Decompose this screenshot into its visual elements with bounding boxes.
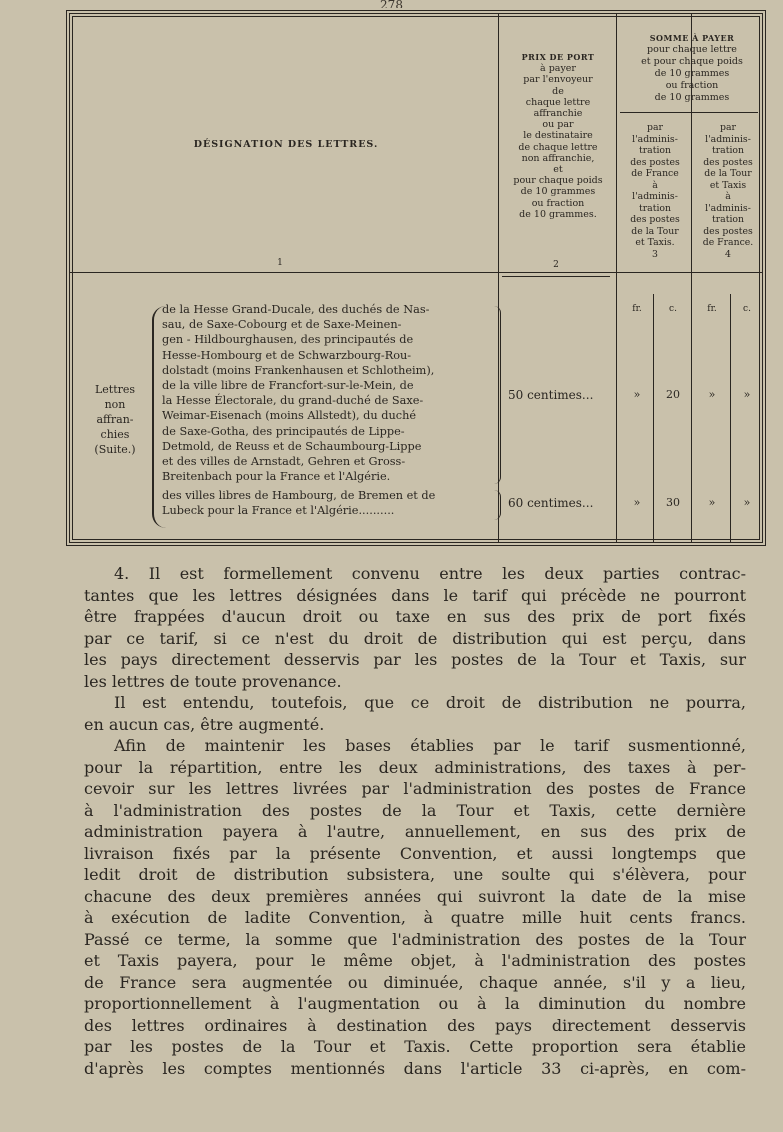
table-row: des villes libres de Hambourg, de Bremen et de Lubeck pour la France et l'Algérie.......... [162,489,436,518]
amount-cell: » [708,496,716,509]
amount-cell: 30 [666,496,680,509]
price-entry-2: 60 centimes... [508,496,594,510]
tariff-table [66,10,766,546]
unit-centimes: c. [669,304,677,314]
column-number-2: 2 [553,260,559,270]
column-number-1: 1 [277,258,283,268]
amount-cell: » [708,388,716,401]
brace [494,306,501,484]
price-entry-1: 50 centimes... [508,388,594,402]
page-number: 278 [380,0,403,8]
franc-centime-divider [653,294,654,542]
amount-cell: » [633,496,641,509]
unit-francs: fr. [632,304,642,314]
sub-header-france-to-tour: par l'adminis- tration des postes de France à l'adminis- tration des postes de la Tour et Taxis. 3 [630,122,680,260]
designation-header: DÉSIGNATION DES LETTRES. [193,139,379,150]
paragraph: Afin de maintenir les bases établies par le tarif susmentionné, pour la répartition, entre les deux administrations, des taxes à per- cevoir sur les lettres livrées par l'administration des postes de France à l'administration des postes de la Tour et Taxis, cette dernière administration payera à l'autre, annuellement, en sus des prix de livraison fixés par la présente Convention, et aussi longtemps que ledit droit de distribution subsistera, une soulte qui s'élèvera, pour chacune des deux premières années qui suivront la date de la mise à exécution de ladite Convention, à quatre mille huit cents francs. Passé ce terme, la somme que l'administration des postes de la Tour et Taxis payera, pour le même objet, à l'administration des postes de France sera augmentée ou diminuée, chaque année, s'il y a lieu, proportionnellement à l'augmentation ou à la diminution du nombre des lettres ordinaires à destination des pays directement desservis par les postes de la Tour et Taxis. Cette proportion sera établie d'après les comptes mentionnés dans l'article 33 ci-après, en com- [84,736,746,1078]
amount-cell: » [743,496,751,509]
table-row: de la Hesse Grand-Ducale, des duchés de Nas- sau, de Saxe-Cobourg et de Saxe-Meinen- gen - Hildbourghausen, des principautés de Hesse-Hombourg et de Schwarzbourg-Rou- dolstadt (moins Frankenhausen et Schlotheim), de la ville libre de Francfort-sur-le-Mein, de la Hesse Électorale, du grand-duché de Saxe- Weimar-Eisenach (moins Allstedt), du duché de Saxe-Gotha, des principautés de Lippe- Detmold, de Reuss et de Schaumbourg-Lippe et des villes de Arnstadt, Gehren et Gross- Breitenbach pour la France et l'Algérie. [162,303,435,484]
somme-divider [620,112,758,113]
amount-cell: » [633,388,641,401]
sub-header-tour-to-france: par l'adminis- tration des postes de la Tour et Taxis à l'adminis- tration des postes de France. 4 [702,122,754,260]
article-4-text [84,563,746,1079]
somme-header: SOMME À PAYER pour chaque lettre et pour chaque poids de 10 grammes ou fraction de 10 grammes [641,33,743,103]
col2-underline [502,276,610,277]
column-divider [616,14,617,542]
unit-centimes: c. [743,304,751,314]
prix-header: PRIX DE PORT à payer par l'envoyeur de chaque lettre affranchie ou par le destinataire de chaque lettre non affranchie, et pour chaque poids de 10 grammes ou fraction de 10 grammes. [513,52,603,220]
brace [494,490,501,520]
paragraph: 4. Il est formellement convenu entre les deux parties contrac- tantes que les lettres désignées dans le tarif qui précède ne pourront être frappées d'aucun droit ou taxe en sus des prix de port fixés par ce tarif, si ce n'est du droit de distribution qui est perçu, dans les pays directement desservis par les postes de la Tour et Taxis, sur les lettres de toute provenance. [84,564,746,691]
header-divider [70,272,762,273]
unit-francs: fr. [707,304,717,314]
franc-centime-divider [730,294,731,542]
paragraph: Il est entendu, toutefois, que ce droit de distribution ne pourra, en aucun cas, être augmenté. [84,693,746,734]
amount-cell: » [743,388,751,401]
row-label: Lettres non affran- chies (Suite.) [94,383,136,456]
amount-cell: 20 [666,388,680,401]
